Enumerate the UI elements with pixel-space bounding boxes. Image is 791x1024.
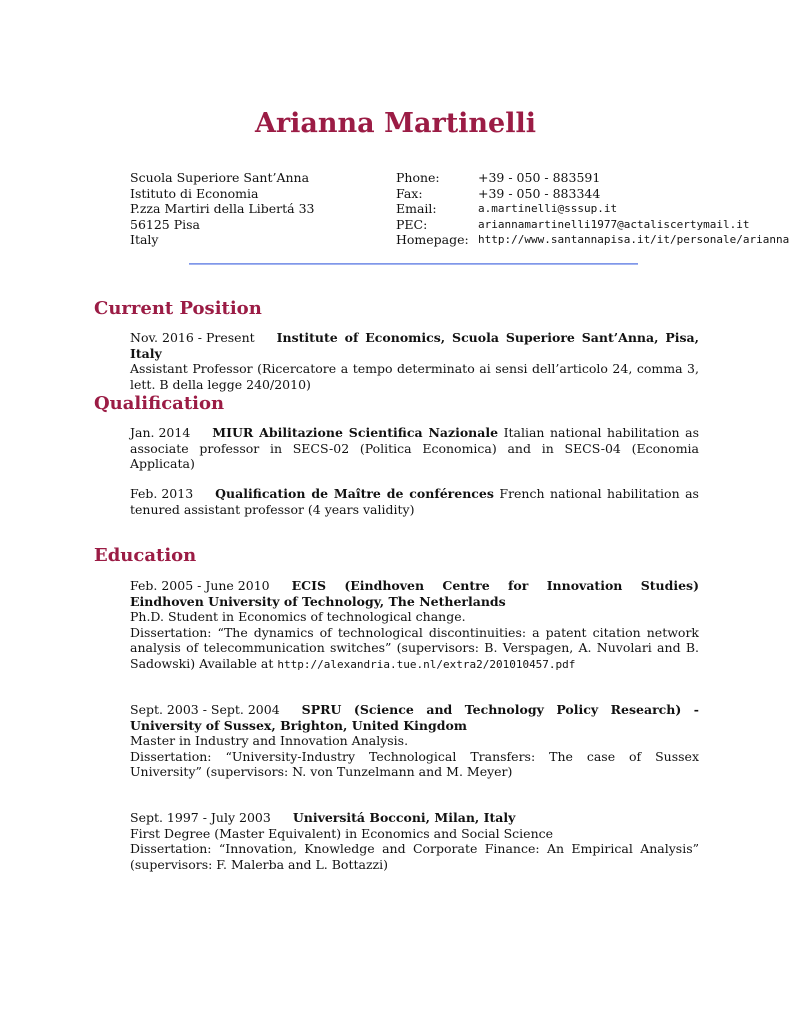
qualification-entry	[130, 425, 699, 472]
entry-description: Italian national habilitation as associate professor in SECS-02 (Politica Economica) and in SECS-04 (Economia Applicata)	[130, 425, 699, 472]
entry-degree: Master in Industry and Innovation Analysis.	[130, 733, 409, 749]
contact-pec	[396, 217, 789, 233]
phone-value: +39 - 050 - 883591	[478, 170, 601, 185]
contact-label: Phone:	[396, 170, 440, 185]
address-line: 56125 Pisa	[130, 216, 201, 232]
dissertation-link[interactable]: http://alexandria.tue.nl/extra2/201010457.pdf	[277, 657, 576, 671]
entry-organization: ECIS (Eindhoven Centre for Innovation Studies) Eindhoven University of Technology, The Netherlands	[130, 578, 699, 609]
education-entry	[130, 810, 699, 872]
entry-date: Sept. 1997 - July 2003	[130, 810, 271, 825]
address-line: Scuola Superiore Sant’Anna	[130, 170, 310, 185]
contact-fax	[396, 186, 789, 202]
homepage-link[interactable]: http://www.santannapisa.it/it/personale/arianna	[478, 233, 790, 247]
entry-description: French national habilitation as tenured assistant professor (4 years validity)	[130, 486, 699, 517]
contact-label: Homepage:	[396, 232, 469, 248]
entry-date: Feb. 2005 - June 2010	[130, 578, 270, 593]
address-line: P.zza Martiri della Libertá 33	[130, 201, 315, 217]
position-entry	[130, 330, 699, 392]
contact-homepage	[396, 232, 789, 248]
contact-label: Fax:	[396, 185, 423, 201]
entry-organization: Universitá Bocconi, Milan, Italy	[292, 810, 516, 825]
contact-label: PEC:	[396, 216, 428, 232]
entry-degree: First Degree (Master Equivalent) in Economics and Social Science	[130, 825, 554, 841]
section-title-current-position: Current Position	[94, 298, 262, 319]
education-entry	[130, 578, 699, 673]
entry-organization: SPRU (Science and Technology Policy Research) - University of Sussex, Brighton, United Kingdom	[130, 702, 699, 733]
entry-organization: Institute of Economics, Scuola Superiore Sant’Anna, Pisa, Italy	[130, 330, 699, 361]
education-entry	[130, 702, 699, 780]
entry-date: Nov. 2016 - Present	[130, 330, 255, 345]
cv-name: Arianna Martinelli	[255, 108, 536, 139]
contact-phone	[396, 170, 789, 186]
entry-organization: MIUR Abilitazione Scientifica Nazionale	[212, 425, 499, 440]
entry-dissertation: Dissertation: “Innovation, Knowledge and Corporate Finance: An Empirical Analysis” (supervisors: F. Malerba and L. Bottazzi)	[130, 841, 699, 872]
entry-dissertation: Dissertation: “University-Industry Technological Transfers: The case of Sussex University” (supervisors: N. von Tunzelmann and M. Meyer)	[130, 748, 699, 780]
fax-value: +39 - 050 - 883344	[478, 185, 601, 201]
entry-date: Sept. 2003 - Sept. 2004	[130, 702, 280, 717]
contact-block	[396, 170, 789, 248]
entry-date: Feb. 2013	[130, 486, 194, 501]
section-title-education: Education	[94, 545, 197, 566]
entry-degree: Ph.D. Student in Economics of technological change.	[130, 609, 466, 625]
qualification-entry	[130, 486, 699, 517]
email-link[interactable]: a.martinelli@sssup.it	[478, 202, 618, 216]
pec-link[interactable]: ariannamartinelli1977@actaliscertymail.it	[478, 217, 750, 231]
entry-date: Jan. 2014	[130, 425, 191, 440]
header-divider	[189, 263, 638, 265]
address-line: Istituto di Economia	[130, 185, 259, 201]
contact-label: Email:	[396, 201, 437, 217]
address-line: Italy	[130, 232, 159, 248]
entry-organization: Qualification de Maître de conférences	[215, 486, 494, 501]
entry-dissertation: Dissertation: “The dynamics of technological discontinuities: a patent citation network analysis of telecommunication switches” (supervisors: B. Verspagen, A. Nuvolari and B. Sadowski) Available at	[130, 624, 699, 671]
section-title-qualification: Qualification	[94, 393, 225, 414]
address-block	[130, 170, 315, 248]
entry-description: Assistant Professor (Ricercatore a tempo determinato ai sensi dell’articolo 24, comma 3, lett. B della legge 240/2010)	[130, 361, 699, 392]
contact-email	[396, 201, 789, 217]
